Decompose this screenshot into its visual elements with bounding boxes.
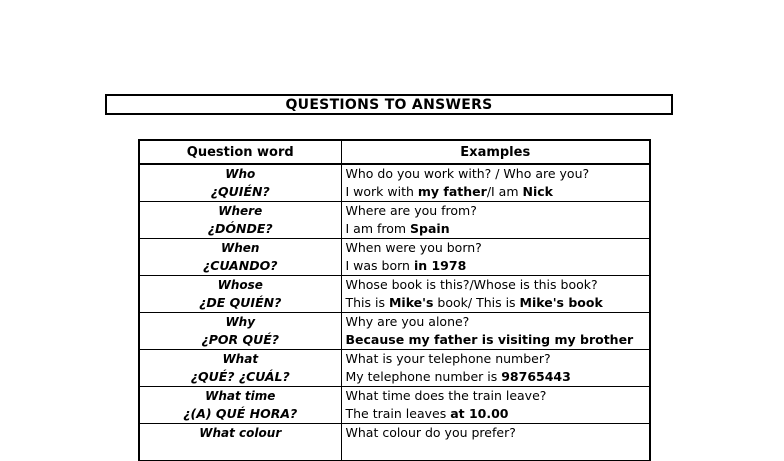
question-word-spanish: ¿QUÉ? ¿CUÁL? [190,369,290,384]
question-word-english: Who [225,167,256,181]
question-word-spanish: ¿DÓNDE? [207,221,273,236]
question-word-english: What time [205,389,276,403]
question-word-spanish: ¿(A) QUÉ HORA? [183,406,298,421]
example-question: Why are you alone? [345,314,470,329]
answer-highlight: Nick [522,184,553,199]
question-word-cell [139,239,341,276]
question-word-english: What [222,352,259,366]
example-answer [342,405,650,423]
answer-highlight: my father [417,184,487,199]
answer-highlight: Mike's [388,295,434,310]
answer-text: /I am [486,184,523,199]
example-answer [342,257,650,275]
examples-cell [341,424,650,461]
examples-cell [341,387,650,424]
answer-text: I work with [345,184,418,199]
question-word-english: Where [218,204,263,218]
answer-text: I am from [345,221,411,236]
table-row [139,313,650,350]
page-title: QUESTIONS TO ANSWERS [105,94,673,115]
example-answer [342,294,650,312]
answer-highlight: in 1978 [413,258,467,273]
table-row [139,202,650,239]
question-word-spanish: ¿POR QUÉ? [201,332,280,347]
question-word-cell [139,313,341,350]
table-row [139,239,650,276]
table-row [139,424,650,461]
answer-highlight: Mike's book [519,295,603,310]
question-word-cell [139,350,341,387]
answer-text: The train leaves [345,406,451,421]
example-question: Where are you from? [345,203,477,218]
examples-cell [341,202,650,239]
answer-text: My telephone number is [345,369,502,384]
table-row [139,350,650,387]
question-word-cell [139,387,341,424]
example-answer [342,331,650,349]
question-word-english: Whose [217,278,263,292]
answer-highlight: at 10.00 [450,406,509,421]
question-word-spanish: ¿DE QUIÉN? [199,295,282,310]
examples-cell [341,276,650,313]
examples-cell [341,239,650,276]
answer-highlight: 98765443 [501,369,571,384]
column-header-examples: Examples [341,140,650,164]
question-word-cell [139,202,341,239]
question-word-cell [139,164,341,202]
example-question: When were you born? [345,240,482,255]
question-word-english: What colour [199,426,282,440]
example-question: What time does the train leave? [345,388,547,403]
table-header-row [139,140,650,164]
question-word-cell [139,276,341,313]
example-answer [342,183,650,201]
answer-text: This is [345,295,389,310]
answer-text: I was born [345,258,414,273]
table-row [139,276,650,313]
examples-cell [341,350,650,387]
answer-highlight: Spain [410,221,450,236]
example-question: Whose book is this?/Whose is this book? [345,277,598,292]
examples-cell [341,164,650,202]
answer-text: book/ This is [433,295,520,310]
table-row [139,164,650,202]
examples-cell [341,313,650,350]
example-answer [342,368,650,386]
example-question: Who do you work with? / Who are you? [345,166,590,181]
example-question: What is your telephone number? [345,351,551,366]
column-header-question-word: Question word [139,140,341,164]
question-word-english: Why [225,315,256,329]
question-word-spanish: ¿QUIÉN? [210,184,270,199]
table-row [139,387,650,424]
answer-highlight: Because my father is visiting my brother [345,332,634,347]
question-word-english: When [221,241,260,255]
question-word-spanish: ¿CUANDO? [203,258,278,273]
question-word-cell [139,424,341,461]
questions-table [138,139,651,461]
example-question: What colour do you prefer? [345,425,516,440]
example-answer [342,220,650,238]
